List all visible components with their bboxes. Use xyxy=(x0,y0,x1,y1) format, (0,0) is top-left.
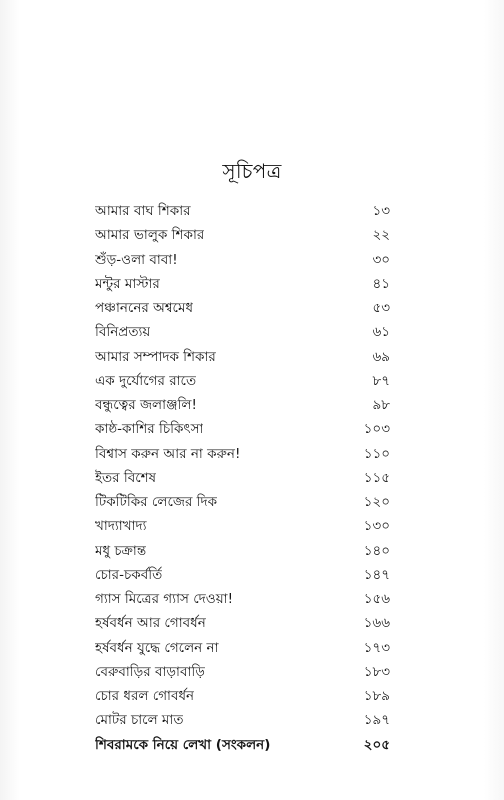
toc-entry-page-number: ১২০ xyxy=(363,494,390,510)
toc-entry-title: বিশ্বাস করুন আর না করুন! xyxy=(95,445,241,462)
toc-entry xyxy=(95,564,390,588)
table-of-contents xyxy=(95,200,390,758)
toc-entry-title: পঞ্চাননের অশ্বমেধ xyxy=(95,300,194,316)
toc-entry-page-number: ২০৫ xyxy=(363,736,390,753)
toc-entry-title: মন্টুর মাস্টার xyxy=(95,275,160,292)
toc-entry-title: এক দুর্যোগের রাতে xyxy=(95,372,197,389)
toc-entry-title: হর্ষবর্ধন যুদ্ধে গেলেন না xyxy=(95,639,219,656)
toc-entry xyxy=(95,588,390,612)
toc-entry-page-number: ১৩ xyxy=(372,203,390,219)
toc-entry-page-number: ৬১ xyxy=(372,324,390,341)
toc-entry xyxy=(95,685,390,709)
toc-entry xyxy=(95,540,390,564)
toc-entry-title: শিবরামকে নিয়ে লেখা (সংকলন) xyxy=(95,736,271,753)
toc-entry-page-number: ১৭৩ xyxy=(363,639,390,656)
toc-entry-page-number: ১৪৭ xyxy=(363,566,390,583)
toc-entry xyxy=(95,637,390,661)
toc-entry-page-number: ৯৮ xyxy=(372,397,390,413)
toc-entry-page-number: ১৪০ xyxy=(363,542,390,559)
toc-entry xyxy=(95,224,390,248)
toc-entry-page-number: ৫৩ xyxy=(372,300,390,316)
toc-entry xyxy=(95,297,390,321)
toc-entry-title: ইতর বিশেষ xyxy=(95,469,157,486)
toc-entry-page-number: ১১০ xyxy=(363,445,390,462)
toc-entry xyxy=(95,661,390,685)
toc-entry xyxy=(95,370,390,394)
toc-entry-title: বন্ধুত্বের জলাঞ্জলি! xyxy=(95,397,197,413)
toc-entry-page-number: ১৫৬ xyxy=(363,591,390,607)
toc-entry xyxy=(95,443,390,467)
toc-entry xyxy=(95,612,390,636)
toc-entry xyxy=(95,394,390,418)
toc-entry-title: খাদ্যাখাদ্য xyxy=(95,518,147,535)
toc-entry-title: গ্যাস মিত্রের গ্যাস দেওয়া! xyxy=(95,591,233,607)
toc-entry xyxy=(95,709,390,733)
toc-entry-page-number: ১৮৯ xyxy=(363,688,390,704)
toc-entry xyxy=(95,734,390,758)
toc-entry-title: হর্ষবর্ধন আর গোবর্ধন xyxy=(95,615,206,632)
toc-entry-title: বিনিপ্রত্যয় xyxy=(95,324,151,341)
toc-entry xyxy=(95,273,390,297)
toc-entry-title: কাষ্ঠ-কাশির চিকিৎসা xyxy=(95,421,204,438)
toc-entry-title: চোর ধরল গোবর্ধন xyxy=(95,688,195,704)
toc-entry xyxy=(95,418,390,442)
toc-entry-title: টিকটিকির লেজের দিক xyxy=(95,494,218,510)
toc-entry-page-number: ১১৫ xyxy=(363,469,390,486)
toc-entry xyxy=(95,200,390,224)
page-title: সূচিপত্র xyxy=(222,159,282,183)
toc-entry-title: আমার ভালুক শিকার xyxy=(95,227,205,244)
toc-entry-title: শুঁড়-ওলা বাবা! xyxy=(95,251,178,268)
toc-entry-page-number: ১৩০ xyxy=(363,518,390,535)
toc-entry-page-number: ১৯৭ xyxy=(363,712,390,729)
toc-entry xyxy=(95,321,390,345)
toc-entry xyxy=(95,467,390,491)
toc-entry-title: চোর-চকর্বর্তি xyxy=(95,566,163,583)
toc-entry xyxy=(95,515,390,539)
toc-entry-page-number: ১০৩ xyxy=(363,421,390,438)
toc-entry xyxy=(95,491,390,515)
toc-entry-title: বেরুবাড়ির বাড়াবাড়ি xyxy=(95,663,205,680)
toc-entry-page-number: ৬৯ xyxy=(372,348,390,365)
toc-entry-page-number: ৪১ xyxy=(372,275,390,292)
toc-entry-page-number: ৮৭ xyxy=(372,372,390,389)
toc-entry-page-number: ২২ xyxy=(372,227,390,244)
toc-entry-page-number: ১৮৩ xyxy=(363,663,390,680)
toc-entry-page-number: ৩০ xyxy=(372,251,390,268)
toc-entry-title: মোটর চালে মাত xyxy=(95,712,184,729)
toc-entry-title: আমার বাঘ শিকার xyxy=(95,203,191,219)
toc-entry-title: আমার সম্পাদক শিকার xyxy=(95,348,216,365)
toc-entry xyxy=(95,249,390,273)
toc-entry xyxy=(95,346,390,370)
toc-entry-page-number: ১৬৬ xyxy=(363,615,390,632)
toc-entry-title: মধু চক্রান্ত xyxy=(95,542,147,559)
